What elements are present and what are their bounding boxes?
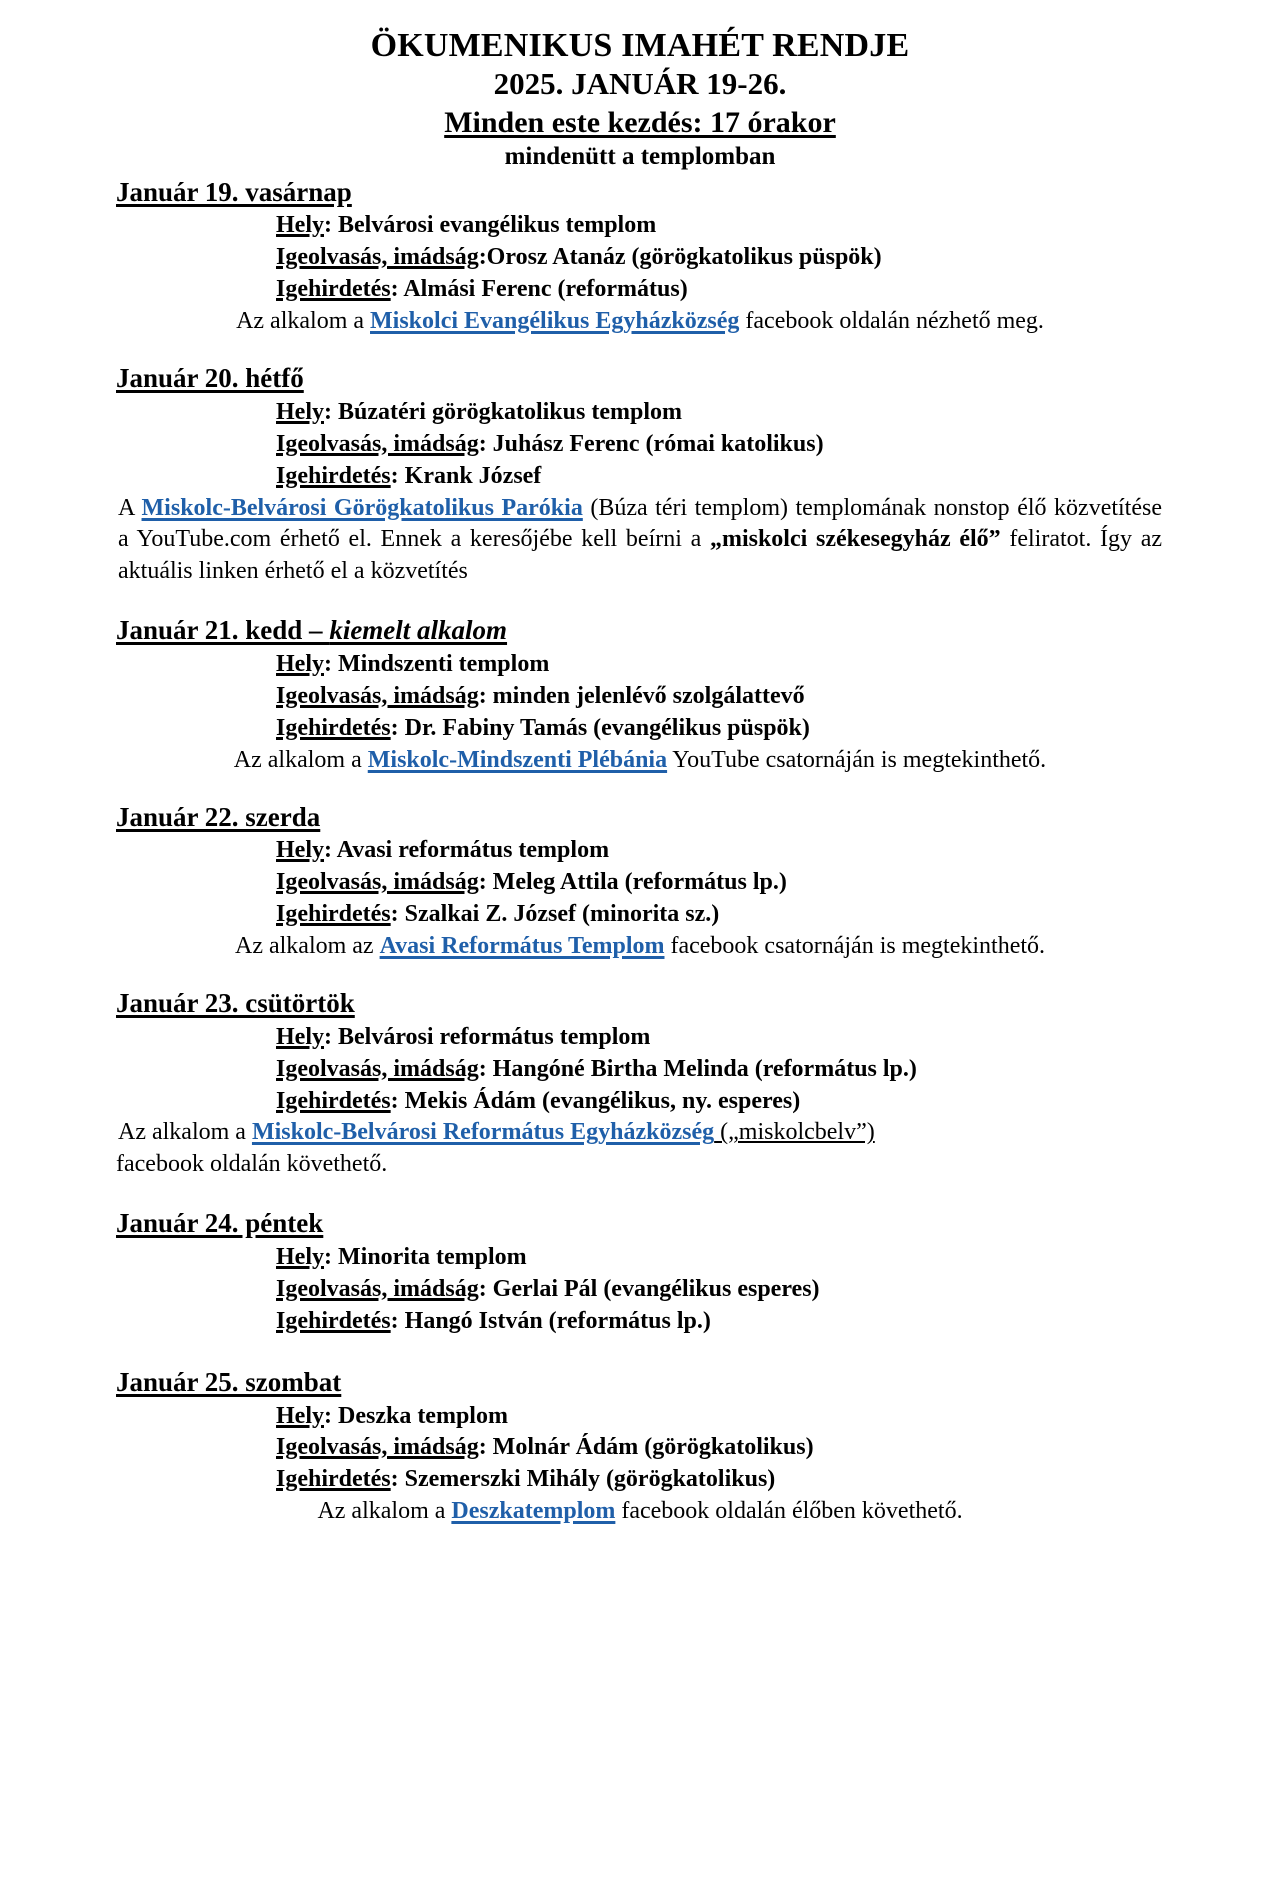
detail-igehirdetes [276,1464,1164,1496]
value-igeolvasas: : Gerlai Pál (evangélikus esperes) [478,1275,820,1302]
day-block-january-24 [116,1207,1164,1337]
page-subtitle-place: mindenütt a templomban [504,142,776,170]
label-igeolvasas: Igeolvasás, imádság [276,244,479,271]
value-igehirdetes: : Mekis Ádám (evangélikus, ny. esperes) [390,1087,801,1114]
note-link[interactable]: Miskolc-Belvárosi Görögkatolikus Parókia [141,494,583,521]
start-time-text: Minden este kezdés: 17 órakor [444,105,836,139]
day-heading [116,1366,341,1400]
label-igehirdetes: Igehirdetés [276,1087,391,1114]
note-suffix: („miskolcbelv”) [714,1119,875,1146]
detail-igehirdetes [276,274,1164,306]
label-igehirdetes: Igehirdetés [276,901,391,928]
day-note [116,745,1164,777]
day-block-january-20 [116,362,1164,588]
detail-igehirdetes [276,461,1164,493]
detail-igeolvasas [276,1054,1164,1086]
label-igeolvasas: Igeolvasás, imádság [276,682,479,709]
detail-igeolvasas [276,1274,1164,1306]
detail-hely [276,397,1164,429]
detail-igehirdetes [276,1086,1164,1118]
value-igehirdetes: : Almási Ferenc (református) [390,276,688,303]
day-details [116,1242,1164,1338]
value-igeolvasas: : minden jelenlévő szolgálattevő [478,682,805,709]
day-heading-text: Január 24. péntek [116,1208,324,1239]
day-note [116,1117,1164,1149]
detail-hely [276,1242,1164,1274]
note-suffix: facebook oldalán élőben követhető. [615,1498,963,1525]
note-suffix: facebook oldalán nézhető meg. [739,308,1044,335]
day-block-january-21 [116,614,1164,776]
page-subtitle-time [116,105,1164,141]
label-igehirdetes: Igehirdetés [276,276,391,303]
detail-hely [276,1401,1164,1433]
value-igehirdetes: : Hangó István (református lp.) [390,1307,711,1334]
value-igehirdetes: : Krank József [390,462,542,489]
day-heading-text: Január 25. szombat [116,1366,342,1397]
label-hely: Hely [276,212,324,239]
day-details [116,1401,1164,1497]
label-hely: Hely [276,1023,324,1050]
value-hely: : Deszka templom [324,1402,508,1429]
document-header [116,26,1164,172]
note-suffix: facebook csatornáján is megtekinthető. [664,933,1046,960]
label-igeolvasas: Igeolvasás, imádság [276,1434,479,1461]
day-note [116,306,1164,338]
detail-hely [276,835,1164,867]
value-igehirdetes: : Szalkai Z. József (minorita sz.) [390,901,720,928]
note-suffix: (Búza téri templom) templomának nonstop élő közvetítése a YouTube.com érhető el. Ennek a keresőjébe kell beírni a [118,494,1162,553]
label-igehirdetes: Igehirdetés [276,714,391,741]
note-tail: feliratot. Így az aktuális linken érhető el a közvetítés [118,526,1163,585]
day-block-january-25 [116,1366,1164,1528]
label-hely: Hely [276,1402,324,1429]
label-igeolvasas: Igeolvasás, imádság [276,1275,479,1302]
day-heading-text: Január 20. hétfő [116,363,304,394]
day-heading [116,801,320,835]
day-details [116,210,1164,306]
detail-igehirdetes [276,1306,1164,1338]
detail-igehirdetes [276,713,1164,745]
detail-igeolvasas [276,1432,1164,1464]
label-igeolvasas: Igeolvasás, imádság [276,430,479,457]
detail-igeolvasas [276,242,1164,274]
day-details [116,835,1164,931]
label-igehirdetes: Igehirdetés [276,1466,391,1493]
value-hely: : Belvárosi evangélikus templom [324,212,657,239]
label-hely: Hely [276,837,324,864]
day-details [116,1022,1164,1118]
note-link[interactable]: Miskolc-Belvárosi Református Egyházközség [251,1119,715,1146]
detail-igeolvasas [276,681,1164,713]
day-heading-text: Január 23. csütörtök [116,988,355,1018]
value-hely: : Mindszenti templom [324,651,550,677]
label-igeolvasas: Igeolvasás, imádság [276,869,479,896]
day-heading-italic: kiemelt alkalom [329,615,508,646]
label-hely: Hely [276,651,324,677]
value-igehirdetes: : Dr. Fabiny Tamás (evangélikus püspök) [390,714,810,741]
note-prefix: A [118,494,142,521]
note-prefix: Az alkalom a [118,1119,252,1146]
detail-igeolvasas [276,429,1164,461]
page-title: ÖKUMENIKUS IMAHÉT RENDJE [370,27,910,64]
note-suffix: YouTube csatornáján is megtekinthető. [667,746,1047,773]
value-igeolvasas: : Juhász Ferenc (római katolikus) [478,430,824,457]
value-igeolvasas: :Orosz Atanáz (görögkatolikus püspök) [478,244,882,271]
value-igeolvasas: : Meleg Attila (református lp.) [478,869,787,896]
value-igehirdetes: : Szemerszki Mihály (görögkatolikus) [390,1466,776,1493]
note-prefix: Az alkalom a [236,308,371,335]
note-bold-phrase: „miskolci székesegyház élő” [709,526,1001,553]
day-heading [116,614,507,648]
value-igeolvasas: : Molnár Ádám (görögkatolikus) [478,1434,814,1461]
day-block-january-22 [116,801,1164,963]
day-heading-text: Január 21. kedd – [116,615,330,646]
day-heading [116,987,355,1021]
detail-hely [276,210,1164,242]
day-details [116,649,1164,745]
page-subtitle-dates: 2025. JANUÁR 19-26. [493,66,787,102]
label-igeolvasas: Igeolvasás, imádság [276,1055,479,1082]
day-block-january-23 [116,987,1164,1181]
note-link[interactable]: Avasi Református Templom [379,933,665,960]
note-link[interactable]: Deszkatemplom [451,1498,616,1525]
label-igehirdetes: Igehirdetés [276,1307,391,1334]
value-hely: : Avasi református templom [324,837,610,864]
note-prefix: Az alkalom a [233,746,368,773]
day-heading-text: Január 22. szerda [116,801,321,832]
value-igeolvasas: : Hangóné Birtha Melinda (református lp.) [478,1055,917,1082]
note-link[interactable]: Miskolc-Mindszenti Plébánia [367,746,668,773]
day-note-continuation: facebook oldalán követhető. [116,1151,388,1178]
note-prefix: Az alkalom a [317,1498,452,1525]
day-note [116,493,1164,589]
note-link[interactable]: Miskolci Evangélikus Egyházközség [370,308,740,335]
note-prefix: Az alkalom az [234,933,380,960]
day-heading [116,362,304,396]
detail-hely [276,1022,1164,1054]
day-heading-text: Január 19. vasárnap [116,176,352,207]
value-hely: : Minorita templom [324,1244,527,1271]
day-note [116,1496,1164,1528]
day-note [116,931,1164,963]
label-hely: Hely [276,398,324,425]
detail-igehirdetes [276,899,1164,931]
detail-igeolvasas [276,867,1164,899]
day-details [116,397,1164,493]
label-igehirdetes: Igehirdetés [276,462,391,489]
day-block-january-19 [116,176,1164,338]
detail-hely [276,649,1164,681]
day-heading [116,1207,323,1241]
value-hely: : Belvárosi református templom [324,1023,651,1050]
label-hely: Hely [276,1244,324,1271]
day-heading [116,176,352,210]
value-hely: : Búzatéri görögkatolikus templom [324,398,682,425]
